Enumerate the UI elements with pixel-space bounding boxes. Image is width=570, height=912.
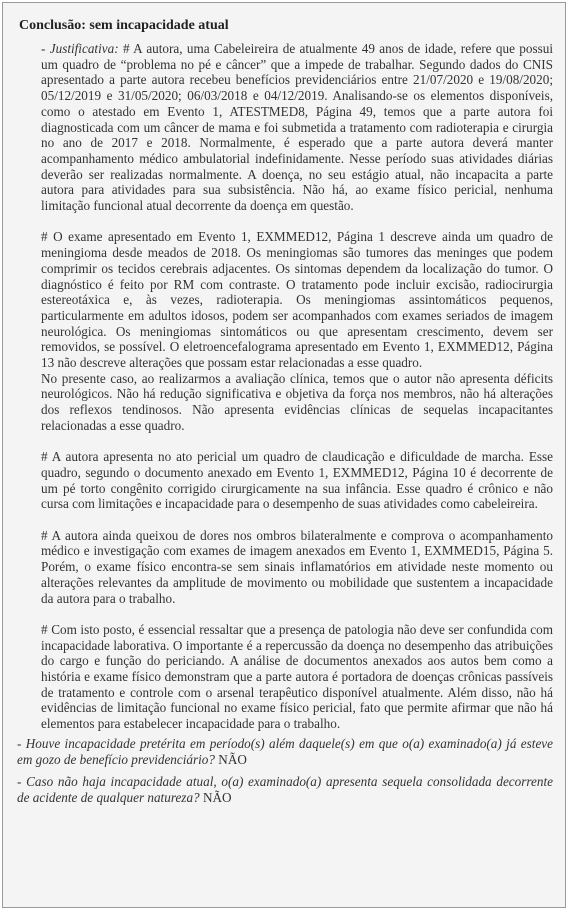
justification-paragraph-3: No presente caso, ao realizarmos a avaliação clínica, temos que o autor não apresenta déficits neurológicos. Não há redução significativa e objetiva da força nos membros, não há alterações dos reflexos tendinosos. Não apresenta evidências clínicas de sequelas incapacitantes relacionadas a esse quadro. bbox=[41, 370, 553, 433]
justification-paragraph-2: # O exame apresentado em Evento 1, EXMMED12, Página 1 descreve ainda um quadro de meningioma desde meados de 2018. Os meningiomas são tumores das meninges que podem comprimir os tecidos cerebrais adjacentes. Os sintomas dependem da localização do tumor. O diagnóstico é feito por RM com contraste. O tratamento pode incluir excisão, radiocirurgia estereotáxica e, às vezes, radioterapia. Os meningiomas assintomáticos pequenos, particularmente em adultos idosos, podem ser acompanhados com exames seriados de imagem neurológica. Os meningiomas sintomáticos ou que apresentam crescimento, devem ser removidos, se possível. O eletroencefalograma apresentado em Evento 1, EXMMED12, Página 13 não descreve alterações que possam estar relacionadas a esse quadro. bbox=[41, 229, 553, 371]
justification-paragraph-1 bbox=[41, 41, 553, 214]
question-answer: NÃO bbox=[202, 789, 232, 805]
justification-paragraph-6: # Com isto posto, é essencial ressaltar que a presença de patologia não deve ser confundida com incapacidade laborativa. O importante é a repercussão da doença no desempenho das atribuições do cargo e função do periciando. A análise de documentos anexados aos autos bem como a história e exame físico demonstram que a parte autora é portadora de doenças crônicas passíveis de tratamento e controle com o arsenal terapêutico disponível atualmente. Além disso, não há evidências de limitação funcional no exame físico pericial, fato que permite afirmar que não há elementos para estabelecer incapacidade para o trabalho. bbox=[41, 621, 553, 732]
justification-block bbox=[17, 41, 553, 732]
question-text: - Caso não haja incapacidade atual, o(a) examinado(a) apresenta sequela consolidada decorrente de acidente de qualquer natureza? bbox=[17, 773, 553, 805]
question-sequela bbox=[17, 774, 553, 806]
paragraph-text: # A autora, uma Cabeleireira de atualmente 49 anos de idade, refere que possui um quadro de “problema no pé e câncer” que a impede de trabalhar. Segundo dados do CNIS apresentado a parte autora recebeu benefícios previdenciários entre 21/07/2020 e 19/08/2020; 05/12/2019 e 31/05/2020; 06/03/2018 e 04/12/2019. Analisando-se os elementos disponíveis, como o atestado em Evento 1, ATESTMED8, Página 49, temos que a parte autora foi diagnosticada com um câncer de mama e foi submetida a tratamento com radioterapia e cirurgia no ano de 2017 e 2018. Normalmente, é esperado que a parte autora deverá manter acompanhamento médico ambulatorial indefinidamente. Nesse período suas atividades diárias deverão ser realizadas normalmente. A doença, no seu estágio atual, não incapacita a parte autora para atividades para sua subsistência. Não há, ao exame físico pericial, nenhuma limitação funcional atual decorrente da doença em questão. bbox=[41, 41, 553, 214]
justification-paragraph-5: # A autora ainda queixou de dores nos ombros bilateralmente e comprova o acompanhamento médico e investigação com exames de imagem anexados em Evento 1, EXMMED15, Página 5. Porém, o exame físico encontra-se sem sinais inflamatórios em atividade neste momento ou alterações relevantes da amplitude de movimento ou mobilidade que sustentem a incapacidade da autora para o trabalho. bbox=[41, 527, 553, 606]
question-past-incapacity bbox=[17, 736, 553, 768]
justification-label: - Justificativa: bbox=[41, 41, 119, 56]
justification-paragraph-4: # A autora apresenta no ato pericial um quadro de claudicação e dificuldade de marcha. Esse quadro, segundo o documento anexado em Evento 1, EXMMED12, Página 10 é decorrente de um pé torto congênito corrigido cirurgicamente na sua infância. Esse quadro é crônico e não cursa com limitações e incapacidade para o desempenho de suas atividades como cabeleireira. bbox=[41, 449, 553, 512]
conclusion-panel bbox=[2, 2, 566, 908]
question-answer: NÃO bbox=[218, 751, 247, 767]
questions-block bbox=[17, 736, 553, 806]
question-text: - Houve incapacidade pretérita em período(s) além daquele(s) em que o(a) examinado(a) já esteve em gozo de benefício previdenciário? bbox=[17, 735, 553, 767]
conclusion-title: Conclusão: sem incapacidade atual bbox=[19, 18, 229, 33]
